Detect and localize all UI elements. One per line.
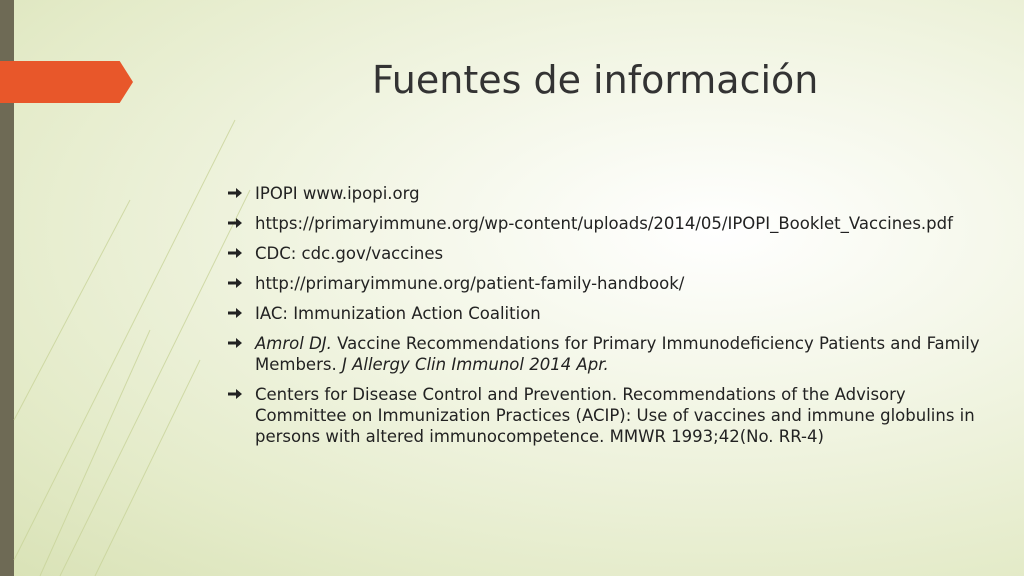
- arrow-right-icon: [228, 308, 242, 318]
- citation-title: Vaccine Recommendations for Primary Immunodeficiency Patients and Family Members.: [255, 334, 980, 374]
- arrow-right-icon: [228, 218, 242, 228]
- list-item-iac: [228, 303, 988, 324]
- bullet-text: IPOPI: [255, 184, 303, 203]
- title-arrow-accent: [0, 61, 133, 103]
- source-list: [228, 183, 988, 456]
- bullet-text: http://primaryimmune.org/patient-family-handbook/: [255, 274, 685, 293]
- list-item-handbook-url: [228, 273, 988, 294]
- list-item-cdc-acip-citation: [228, 384, 988, 447]
- citation-author: Amrol DJ.: [255, 334, 332, 353]
- arrow-right-icon: [228, 338, 242, 348]
- arrow-right-icon: [228, 278, 242, 288]
- arrow-right-icon: [228, 188, 242, 198]
- arrow-right-icon: [228, 389, 242, 399]
- bullet-text: IAC: Immunization Action Coalition: [255, 304, 541, 323]
- list-item-amrol-citation: [228, 333, 988, 375]
- arrow-right-icon: [228, 248, 242, 258]
- list-item-cdc: [228, 243, 988, 264]
- bullet-text: https://primaryimmune.org/wp-content/uploads/2014/05/IPOPI_Booklet_Vaccines.pdf: [255, 214, 953, 233]
- ipopi-link[interactable]: www.ipopi.org: [302, 184, 420, 203]
- list-item-booklet-url: [228, 213, 988, 234]
- citation-journal: J Allergy Clin Immunol 2014 Apr.: [341, 355, 609, 374]
- bullet-text: Centers for Disease Control and Prevention. Recommendations of the Advisory Committee on Immunization Practices (ACIP): Use of vaccines and immune globulins in persons with altered immunocompetence. MMWR 1993;42(No. RR-4): [255, 385, 975, 446]
- bullet-text: CDC: cdc.gov/vaccines: [255, 244, 444, 263]
- list-item-ipopi: [228, 183, 988, 204]
- slide-title: Fuentes de información: [372, 58, 819, 102]
